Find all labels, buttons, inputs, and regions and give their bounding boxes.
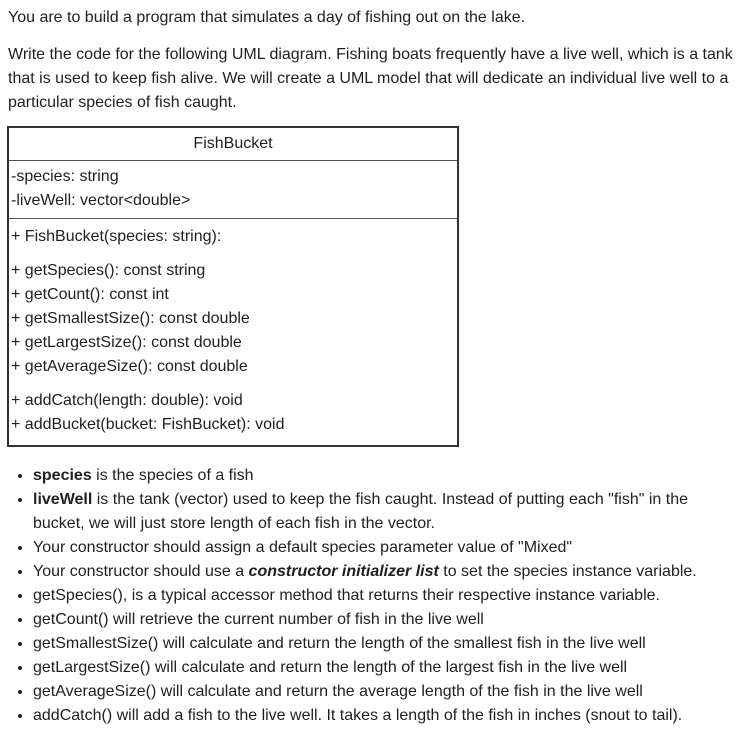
- list-item: • getSmallestSize() will calculate and return the length of the smallest fish in the live well: [33, 632, 733, 656]
- uml-class-name: FishBucket: [9, 128, 457, 161]
- uml-attribute: -species: string: [11, 168, 119, 185]
- uml-method: + getSmallestSize(): const double: [11, 310, 250, 327]
- list-item: • species is the species of a fish: [33, 464, 733, 488]
- uml-methods-section: [9, 219, 457, 445]
- uml-method: + getSpecies(): const string: [11, 262, 206, 279]
- uml-method: + getCount(): const int: [11, 286, 169, 303]
- list-item: • addCatch() will add a fish to the live well. It takes a length of the fish in inches (snout to tail).: [33, 704, 733, 728]
- list-item: • Your constructor should assign a default species parameter value of "Mixed": [33, 536, 733, 560]
- uml-class-diagram: [7, 126, 459, 447]
- uml-method: + addBucket(bucket: FishBucket): void: [11, 416, 285, 433]
- term-species: species: [33, 467, 92, 484]
- uml-method: + getLargestSize(): const double: [11, 334, 242, 351]
- list-item: • getSpecies(), is a typical accessor method that returns their respective instance variable.: [33, 584, 733, 608]
- term-livewell: liveWell: [33, 491, 93, 508]
- intro-paragraph: You are to build a program that simulates a day of fishing out on the lake.: [8, 9, 526, 26]
- uml-attributes-section: [9, 161, 457, 219]
- list-item: • getCount() will retrieve the current number of fish in the live well: [33, 608, 733, 632]
- requirements-list: [0, 464, 733, 728]
- list-item: • getLargestSize() will calculate and return the length of the largest fish in the live well: [33, 656, 733, 680]
- uml-method: + getAverageSize(): const double: [11, 358, 248, 375]
- list-item: • getAverageSize() will calculate and return the average length of the fish in the live well: [33, 680, 733, 704]
- uml-constructor: + FishBucket(species: string):: [11, 228, 222, 245]
- list-item: • Your constructor should use a constructor initializer list to set the species instance variable.: [33, 560, 733, 584]
- emphasis-constructor-initializer-list: constructor initializer list: [248, 563, 439, 580]
- uml-method: + addCatch(length: double): void: [11, 392, 243, 409]
- uml-attribute: -liveWell: vector<double>: [11, 192, 191, 209]
- description-paragraph: Write the code for the following UML diagram. Fishing boats frequently have a live well, which is a tank that is used to keep fish alive. We will create a UML model that will dedicate an individual live well to a particular species of fish caught.: [8, 46, 733, 111]
- list-item: • liveWell is the tank (vector) used to keep the fish caught. Instead of putting each "fish" in the bucket, we will just store length of each fish in the vector.: [33, 488, 733, 536]
